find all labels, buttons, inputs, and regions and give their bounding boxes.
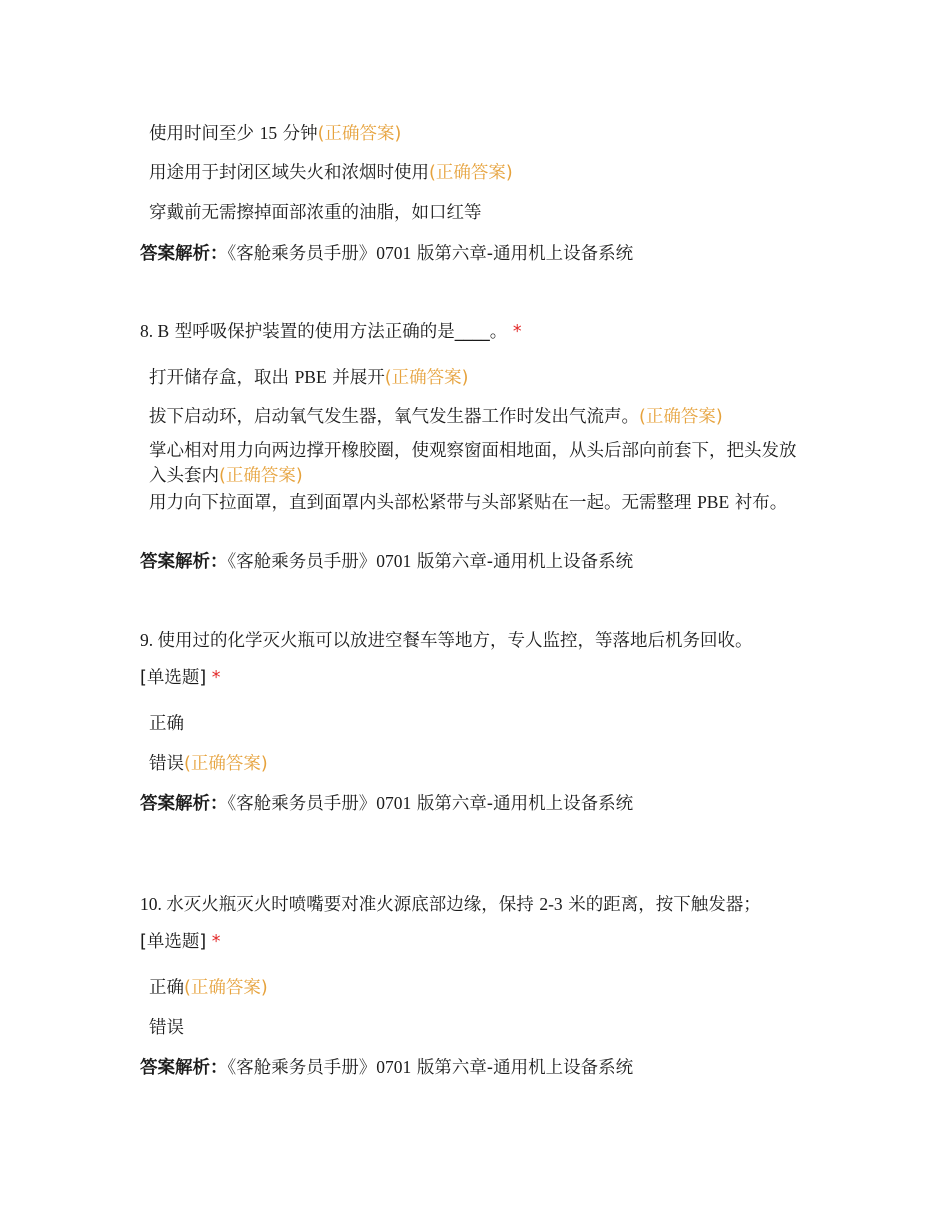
answer-explanation: 答案解析：《客舱乘务员手册》0701 版第六章-通用机上设备系统	[140, 551, 634, 572]
correct-answer-tag: (正确答案)	[429, 163, 513, 183]
required-mark: *	[211, 932, 221, 952]
option-put-on-hood[interactable]: 掌心相对用力向两边撑开橡胶圈，使观察窗面相地面，从头后部向前套下，把头发放入头套内(正确答案)	[149, 441, 797, 486]
question-stem: 8. B 型呼吸保护装置的使用方法正确的是____。 *	[140, 321, 522, 342]
correct-answer-tag: (正确答案)	[184, 754, 268, 774]
answer-explanation: 答案解析：《客舱乘务员手册》0701 版第六章-通用机上设备系统	[140, 1057, 634, 1078]
option-false[interactable]: 错误	[149, 1018, 184, 1038]
option-grease[interactable]: 穿戴前无需擦掉面部浓重的油脂，如口红等	[149, 203, 482, 223]
correct-answer-tag: (正确答案)	[317, 124, 402, 144]
question-stem: 10. 水灭火瓶灭火时喷嘴要对准火源底部边缘，保持 2-3 米的距离，按下触发器；	[140, 894, 761, 915]
correct-answer-tag: (正确答案)	[219, 466, 303, 486]
option-pull-ring[interactable]: 拔下启动环，启动氧气发生器，氧气发生器工作时发出气流声。(正确答案)	[149, 407, 723, 427]
option-pull-mask[interactable]: 用力向下拉面罩，直到面罩内头部松紧带与头部紧贴在一起。无需整理 PBE 衬布。	[149, 492, 788, 513]
option-true[interactable]: 正确	[149, 714, 184, 734]
question-type: [单选题] *	[140, 932, 221, 952]
required-mark: *	[211, 668, 221, 688]
correct-answer-tag: (正确答案)	[639, 407, 723, 427]
correct-answer-tag: (正确答案)	[184, 978, 268, 998]
question-type: [单选题] *	[140, 668, 221, 688]
required-mark: *	[512, 322, 522, 342]
answer-explanation: 答案解析：《客舱乘务员手册》0701 版第六章-通用机上设备系统	[140, 793, 634, 814]
option-use-time[interactable]: 使用时间至少 15 分钟(正确答案)	[149, 123, 402, 144]
answer-explanation: 答案解析：《客舱乘务员手册》0701 版第六章-通用机上设备系统	[140, 243, 634, 264]
correct-answer-tag: (正确答案)	[384, 368, 469, 388]
option-true[interactable]: 正确(正确答案)	[149, 978, 268, 998]
option-open-box[interactable]: 打开储存盒，取出 PBE 并展开(正确答案)	[149, 367, 469, 388]
question-stem: 9. 使用过的化学灭火瓶可以放进空餐车等地方，专人监控，等落地后机务回收。	[140, 630, 753, 651]
option-purpose[interactable]: 用途用于封闭区域失火和浓烟时使用(正确答案)	[149, 163, 513, 183]
option-false[interactable]: 错误(正确答案)	[149, 754, 268, 774]
